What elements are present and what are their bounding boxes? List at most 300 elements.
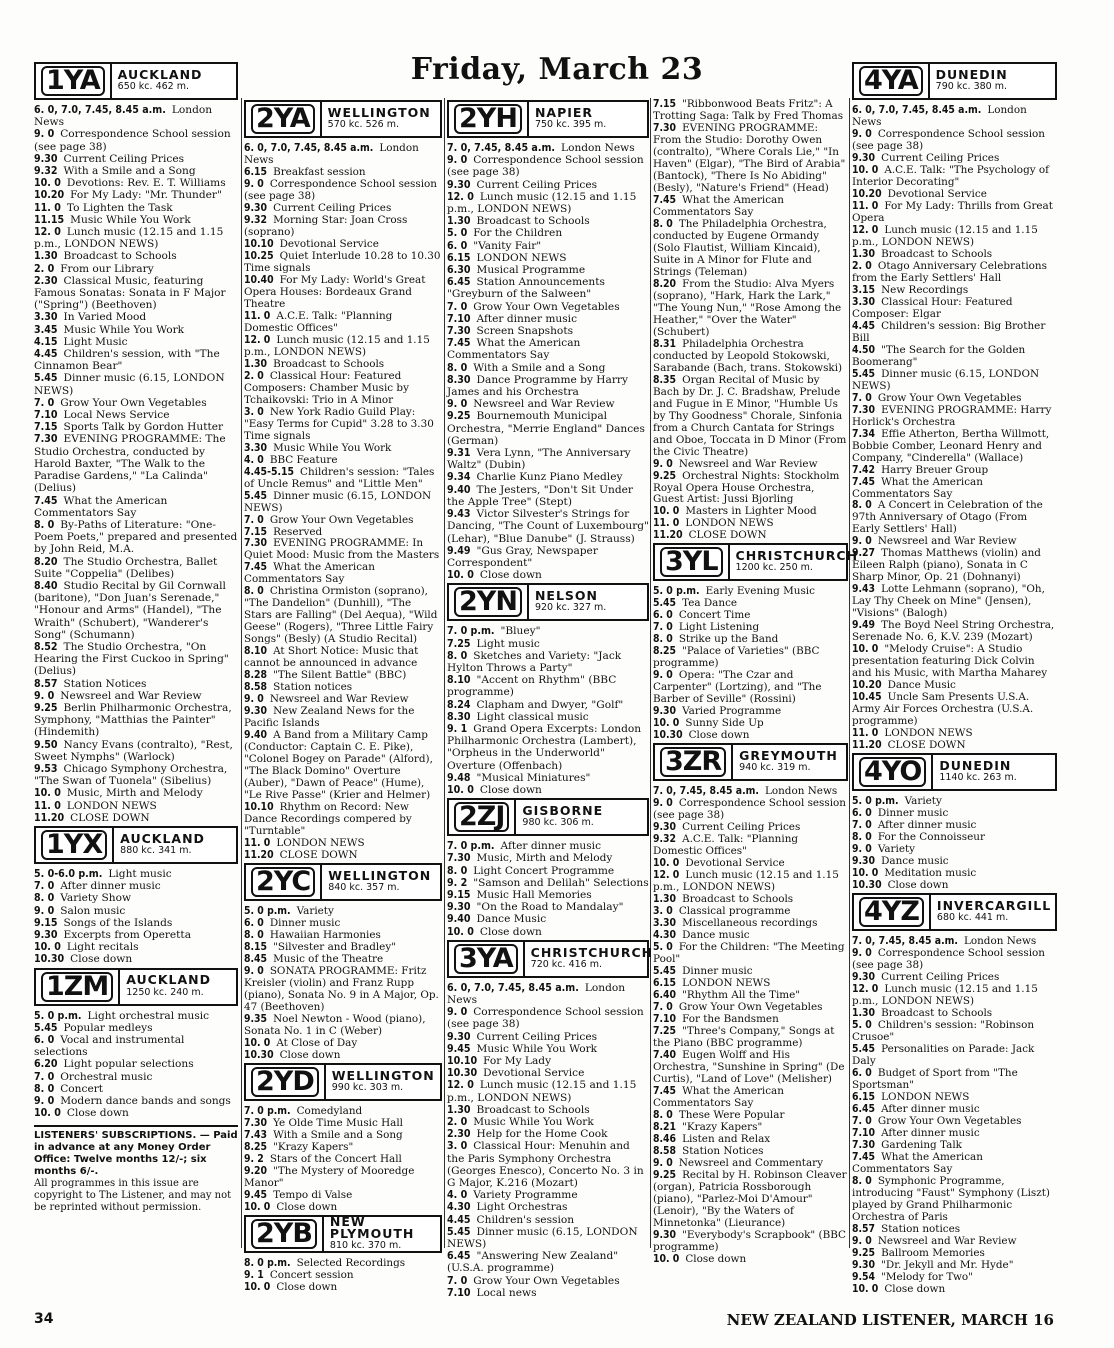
station-call-sign: 1ZM: [36, 970, 120, 1004]
programme-time: 10. 0: [244, 1200, 271, 1213]
programme-time: 3.15: [852, 283, 876, 296]
programme-time: 3.30: [653, 917, 677, 930]
programme-time: 7.40: [653, 1048, 677, 1061]
programme-item: [244, 1165, 442, 1189]
programme-description: Current Ceiling Prices: [682, 821, 801, 834]
programme-description: EVENING PROGRAMME: The Studio Orchestra, conducted by Harold Baxter, "The Walk to the Paradise Gardens," "La Calinda" (Delius): [34, 433, 226, 495]
programme-description: Vera Lynn, "The Anniversary Waltz" (Dubin): [447, 447, 631, 472]
programme-description: Newsreel and War Review: [473, 398, 615, 411]
programme-description: Berlin Philharmonic Orchestra, Symphony, "Matthias the Painter" (Hindemith): [34, 701, 232, 739]
programme-time: 5.45: [447, 1225, 471, 1238]
programme-item: [34, 372, 238, 396]
programme-description: Broadcast to Schools: [881, 247, 993, 260]
programme-description: Correspondence School session (see page 38): [447, 154, 644, 179]
programme-time: 10. 0: [653, 857, 680, 870]
programme-time: 9.30: [447, 178, 471, 191]
programme-item: [447, 982, 649, 1006]
programme-description: Children's session, with "The Cinnamon Bear": [34, 348, 220, 373]
programme-description: Dance music: [881, 855, 949, 868]
programme-time: 9. 0: [653, 1156, 673, 1169]
programme-description: The Studio Orchestra, Ballet Suite "Coppelia" (Delibes): [34, 555, 218, 580]
programme-item: [447, 1275, 649, 1287]
programme-time: 8. 0: [852, 499, 872, 512]
programme-description: Dance Programme by Harry James and his Orchestra: [447, 373, 628, 399]
station-header: [852, 62, 1057, 100]
programme-time: 6.45: [852, 1102, 876, 1115]
programme-item: [244, 238, 442, 250]
programme-description: London News: [963, 935, 1037, 948]
programme-item: [852, 1019, 1057, 1043]
programme-item: [447, 313, 649, 325]
programme-description: LONDON NEWS: [685, 517, 774, 530]
programme-item: [34, 421, 238, 433]
station-header: [244, 1215, 442, 1253]
programme-item: [653, 1157, 848, 1169]
programme-description: What the American Commentators Say: [852, 475, 983, 500]
programme-time: 9.25: [34, 701, 58, 714]
programme-item: [447, 215, 649, 227]
programme-description: Lotte Lehmann (soprano), "Oh, Lay Thy Cheek on Mine" (Jensen), "Visions" (Balogh): [852, 583, 1045, 620]
programme-item: [653, 729, 848, 741]
programme-item: [852, 983, 1057, 1007]
programme-time: 10.30: [447, 1067, 478, 1080]
programme-item: [653, 505, 848, 517]
programme-time: 9.34: [447, 471, 471, 484]
programme-item: [244, 537, 442, 561]
programme-description: Clapham and Dwyer, "Golf": [476, 698, 624, 711]
programme-time: 9. 0: [653, 669, 673, 682]
station-block-4yo: [852, 753, 1057, 891]
programme-time: 9. 1: [447, 722, 468, 735]
programme-time: 9.15: [34, 916, 58, 929]
programme-item: [244, 585, 442, 645]
programme-description: "The Search for the Golden Boomerang": [852, 343, 1026, 368]
programme-time: 4.30: [447, 1201, 471, 1214]
programme-time: 8. 0: [653, 217, 673, 230]
programme-item: [447, 865, 649, 877]
programme-item: [34, 202, 238, 214]
programme-time: 10.20: [852, 187, 882, 200]
programme-time: 6.15: [447, 251, 471, 264]
station-block-4yz: [852, 893, 1057, 1295]
programme-description: Screen Snapshots: [476, 325, 574, 338]
programme-item: [244, 705, 442, 729]
programme-time: 8.20: [34, 555, 58, 568]
programme-description: With a Smile and a Song: [473, 361, 606, 374]
station-info: [733, 745, 846, 779]
station-block-1ya: [34, 62, 238, 824]
programme-time: 7. 0: [34, 880, 55, 893]
programme-description: Light classical music: [476, 710, 589, 723]
station-info: [322, 102, 440, 136]
programme-time: 8.30: [447, 373, 471, 386]
station-info: [529, 585, 647, 619]
programme-item: [447, 1201, 649, 1213]
programme-time: 7. 0: [34, 1070, 55, 1083]
programme-time: 10. 0: [852, 867, 879, 880]
programme-time: 4.45: [852, 319, 876, 332]
programme-time: 9.30: [244, 705, 268, 718]
programme-item: [653, 989, 848, 1001]
programme-item: [34, 433, 238, 494]
programme-time: 7.30: [447, 325, 471, 338]
programme-description: Morning Star: Joan Cross (soprano): [244, 213, 408, 238]
programme-item: [244, 166, 442, 178]
programme-description: Comedyland: [296, 1104, 363, 1117]
programme-item: [244, 442, 442, 454]
station-city: CHRISTCHURCH: [530, 944, 654, 960]
programme-item: [447, 840, 649, 852]
station-block-3yl: [653, 543, 859, 742]
programme-time: 7.45: [447, 337, 471, 350]
station-frequency: 570 kc. 526 m.: [327, 119, 399, 130]
programme-time: 7.30: [653, 121, 677, 134]
programme-item: [447, 154, 649, 178]
programme-description: These Were Popular: [678, 1108, 785, 1121]
programme-time: 10.30: [852, 879, 882, 892]
programme-item: [34, 1107, 238, 1119]
programme-description: Lunch music (12.15 and 1.15 p.m., LONDON NEWS): [34, 226, 224, 251]
programme-item: [244, 1117, 442, 1129]
programme-item: [653, 1133, 848, 1145]
programme-time: 7. 0 p.m.: [447, 840, 495, 853]
programme-item: [852, 284, 1057, 296]
programme-item: [653, 1085, 848, 1109]
programme-description: "Accent on Rhythm" (BBC programme): [447, 674, 617, 699]
programme-description: New Recordings: [881, 283, 969, 296]
programme-description: Broadcast to Schools: [476, 1103, 590, 1116]
programme-item: [244, 965, 442, 1013]
programme-description: Bournemouth Municipal Orchestra, "Merrie England" Dances (German): [447, 410, 645, 447]
programme-item: [653, 785, 848, 797]
station-header: [34, 826, 238, 864]
programme-description: Broadcast to Schools: [881, 1006, 993, 1019]
programme-time: 9.30: [852, 970, 876, 983]
programme-item: [852, 1127, 1057, 1139]
programme-time: 9.40: [447, 913, 471, 926]
programme-time: 9.30: [447, 1030, 471, 1043]
station-city: WELLINGTON: [331, 1067, 435, 1083]
programme-description: Correspondence School session (see page 38): [653, 797, 846, 822]
programme-description: "Vanity Fair": [473, 239, 542, 252]
programme-time: 1.30: [34, 250, 58, 263]
programme-description: London News: [447, 981, 626, 1006]
programme-item: [244, 142, 442, 166]
station-info: [525, 942, 654, 976]
programme-item: [34, 519, 238, 556]
programme-time: 8. 0: [653, 1108, 673, 1121]
programme-item: [447, 252, 649, 264]
programme-description: Current Ceiling Prices: [881, 151, 1000, 164]
programme-description: "Three's Company," Songs at the Piano (BBC programme): [653, 1024, 835, 1049]
programme-time: 8. 0: [244, 585, 264, 598]
programme-time: 7.10: [852, 1126, 876, 1139]
station-block-3ya-continued: [653, 98, 848, 541]
programme-description: What the American Commentators Say: [852, 1150, 983, 1175]
programme-item: [852, 164, 1057, 188]
programme-description: A.C.E. Talk: "Planning Domestic Offices": [244, 309, 393, 334]
programme-description: Orchestral music: [60, 1070, 153, 1083]
programme-description: For the Connoisseur: [877, 831, 985, 844]
programme-item: [244, 310, 442, 334]
programme-item: [244, 837, 442, 849]
station-frequency: 790 kc. 380 m.: [935, 81, 1007, 92]
station-info: [931, 895, 1055, 929]
programme-item: [447, 926, 649, 938]
programme-description: Eugen Wolff and His Orchestra, "Sunshine in Spring" (De Curtis), "Land of Love" (Melisher): [653, 1048, 845, 1085]
programme-description: CLOSE DOWN: [887, 739, 966, 752]
programme-item: [447, 1116, 649, 1128]
programme-time: 7.15: [34, 421, 58, 434]
programme-description: Close down: [276, 1200, 338, 1213]
programme-item: [34, 250, 238, 262]
programme-item: [447, 1079, 649, 1103]
programme-item: [447, 638, 649, 650]
page-title: Friday, March 23: [410, 52, 704, 87]
programme-item: [852, 795, 1057, 807]
programme-description: Local news: [476, 1286, 537, 1299]
programme-item: [852, 831, 1057, 843]
programme-item: [34, 495, 238, 519]
programme-item: [852, 1091, 1057, 1103]
programme-time: 9.49: [852, 619, 876, 632]
programme-item: [34, 336, 238, 348]
station-info: [322, 865, 440, 899]
column-rule: [444, 98, 445, 1248]
programme-time: 9.43: [447, 508, 471, 521]
station-call-sign: 1YA: [36, 64, 112, 98]
programme-time: 8.46: [653, 1132, 677, 1145]
programme-item: [653, 1121, 848, 1133]
programme-time: 6.15: [244, 165, 268, 178]
programme-description: Philadelphia Orchestra conducted by Leopold Stokowski, Sarabande (Bach, trans. Stokowski): [653, 337, 843, 374]
programme-item: [447, 508, 649, 545]
programme-time: 7.10: [653, 1012, 677, 1025]
programme-time: 7. 0: [653, 1000, 673, 1013]
programme-description: Otago Anniversary Celebrations from the Early Settlers' Hall: [852, 259, 1047, 284]
programme-description: LONDON NEWS: [66, 799, 157, 812]
station-frequency: 1200 kc. 250 m.: [735, 562, 813, 574]
station-city: AUCKLAND: [120, 830, 205, 846]
programme-description: London News: [34, 104, 213, 129]
programme-time: 7. 0: [447, 300, 468, 313]
programme-time: 7. 0 p.m.: [447, 625, 495, 638]
programme-item: [852, 807, 1057, 819]
programme-time: 8. 0: [447, 649, 468, 662]
programme-item: [653, 1145, 848, 1157]
programme-time: 9. 1: [244, 1268, 264, 1281]
station-frequency: 990 kc. 303 m.: [331, 1081, 404, 1093]
programme-time: 3. 0: [447, 1140, 468, 1153]
programme-time: 7.10: [447, 1286, 471, 1299]
programme-item: [852, 1103, 1057, 1115]
station-call-sign: 3ZR: [655, 745, 733, 779]
programme-item: [852, 691, 1057, 727]
programme-description: Correspondence School session (see page 38): [34, 128, 231, 153]
programme-description: Help for the Home Cook: [476, 1128, 608, 1141]
station-block-2yd: [244, 1063, 442, 1213]
programme-description: After dinner music: [881, 1126, 980, 1139]
programme-description: Vocal and instrumental selections: [34, 1034, 185, 1059]
station-block-1zm: [34, 968, 238, 1120]
programme-time: 7. 0: [852, 1114, 872, 1127]
programme-item: [447, 1250, 649, 1274]
programme-description: "Gus Gray, Newspaper Correspondent": [447, 544, 598, 569]
programme-description: "Dr. Jekyll and Mr. Hyde": [881, 1258, 1014, 1271]
programme-time: 9.30: [244, 201, 268, 214]
programme-time: 10. 0: [653, 1252, 680, 1265]
programme-time: 9. 0: [244, 693, 264, 706]
programme-item: [244, 1013, 442, 1037]
programme-description: Concert session: [269, 1268, 354, 1281]
programme-item: [852, 320, 1057, 344]
programme-description: Current Ceiling Prices: [881, 970, 1000, 983]
programme-description: Broadcast to Schools: [63, 250, 177, 263]
programme-item: [852, 947, 1057, 971]
programme-item: [447, 877, 649, 889]
programme-item: [447, 227, 649, 239]
programme-time: 10. 0: [244, 1280, 271, 1293]
programme-time: 7.10: [34, 409, 58, 422]
station-header: [653, 543, 859, 581]
programme-time: 8. 0: [447, 361, 468, 374]
station-block-2yh: [447, 100, 649, 581]
station-city: WELLINGTON: [328, 868, 432, 884]
station-city: NAPIER: [534, 104, 594, 120]
programme-time: 1.30: [653, 893, 677, 906]
programme-description: Listen and Relax: [682, 1132, 771, 1145]
programme-time: 3.30: [244, 441, 268, 454]
station-city: CHRISTCHURCH: [735, 548, 859, 564]
programme-description: Variety: [877, 843, 916, 856]
programme-item: [852, 739, 1057, 751]
programme-item: [852, 643, 1057, 679]
programme-time: 5.45: [244, 489, 268, 502]
programme-time: 9.30: [34, 929, 58, 941]
programme-time: 5.45: [34, 1021, 58, 1034]
programme-description: What the American Commentators Say: [653, 193, 784, 218]
programme-time: 8.24: [447, 698, 471, 711]
programme-item: [34, 812, 238, 824]
programme-item: [34, 104, 238, 128]
programme-description: Newsreel and War Review: [877, 535, 1017, 548]
programme-item: [447, 240, 649, 252]
programme-description: Station Notices: [682, 1144, 764, 1157]
programme-time: 8.58: [653, 1144, 677, 1157]
programme-description: Close down: [887, 879, 949, 892]
programme-item: [852, 1043, 1057, 1067]
programme-description: A Concert in Celebration of the 97th Anniversary of Otago (From Early Settlers' Hall): [852, 499, 1043, 536]
programme-description: To Lighten the Task: [66, 201, 173, 214]
programme-item: [653, 929, 848, 941]
programme-time: 10.30: [653, 729, 683, 742]
station-header: [244, 100, 442, 138]
programme-description: Musical Programme: [476, 264, 586, 277]
programme-description: Music While You Work: [70, 213, 191, 226]
programme-item: [447, 913, 649, 925]
programme-description: The Philadelphia Orchestra, conducted by Eugene Ormandy (Solo Flautist, William Kincaid), Suite in A Minor for Flute and Strings (Teleman): [653, 217, 827, 278]
programme-item: [244, 693, 442, 705]
programme-description: EVENING PROGRAMME: From the Studio: Dorothy Owen (contralto), "Where Corals Lie," "In Haven" (Elgar), "The Bird of Arabia" (Bantock), "There Is No Abiding" (Besly), "Nature's Friend" (Head): [653, 121, 846, 194]
station-city: AUCKLAND: [117, 66, 203, 82]
programme-item: [244, 1269, 442, 1281]
programme-item: [852, 583, 1057, 619]
programme-description: With a Smile and a Song: [63, 165, 196, 178]
programme-item: [34, 214, 238, 226]
programme-description: Victor Silvester's Strings for Dancing, "The Count of Luxembourg" (Lehar), "Blue Danube" (J. Strauss): [447, 508, 649, 545]
programme-description: Light music: [108, 867, 172, 880]
programme-time: 7.45: [244, 561, 268, 574]
programme-item: [653, 669, 848, 705]
programme-description: Reserved: [273, 525, 323, 538]
programme-item: [852, 499, 1057, 535]
station-call-sign: 1YX: [36, 828, 114, 862]
programme-description: Noel Newton - Wood (piano), Sonata No. 1 in C (Weber): [244, 1012, 426, 1037]
programme-description: LONDON NEWS: [881, 1090, 970, 1103]
programme-time: 11.20: [653, 529, 683, 542]
programme-item: [852, 855, 1057, 867]
column-1: [34, 60, 238, 1214]
programme-description: Station Announcements "Greyburn of the Salween": [447, 276, 605, 301]
programme-item: [34, 905, 238, 917]
programme-item: [34, 678, 238, 690]
programme-time: 9. 0: [244, 964, 264, 977]
programme-time: 11. 0: [852, 727, 879, 740]
station-info: [114, 828, 236, 862]
programme-item: [244, 1037, 442, 1049]
programme-description: For the Bandsmen: [682, 1012, 779, 1025]
programme-description: Breakfast session: [273, 165, 366, 178]
programme-time: 10.30: [244, 1048, 274, 1061]
programme-description: Varied Programme: [682, 705, 782, 718]
programme-item: [653, 458, 848, 470]
programme-description: Dance Music: [887, 679, 956, 692]
station-header: [447, 798, 649, 836]
programme-item: [34, 1010, 238, 1022]
programme-time: 8. 0: [34, 1082, 55, 1095]
programme-description: "Rhythm All the Time": [682, 988, 801, 1001]
programme-description: Lunch music (12.15 and 1.15 p.m., LONDON NEWS): [244, 333, 430, 358]
programme-item: [447, 484, 649, 508]
programme-item: [34, 1058, 238, 1070]
programme-time: 3.45: [34, 323, 58, 336]
programme-time: 5. 0 p.m.: [244, 905, 291, 918]
programme-item: [244, 953, 442, 965]
programme-description: Light Concert Programme: [473, 864, 615, 877]
programme-time: 9.40: [244, 729, 268, 742]
programme-time: 12. 0: [653, 869, 680, 882]
programme-time: 6.30: [447, 264, 471, 277]
programme-time: 8.57: [34, 677, 58, 690]
programme-item: [653, 965, 848, 977]
programme-item: [852, 188, 1057, 200]
programme-description: A.C.E. Talk: "Planning Domestic Offices": [653, 833, 799, 858]
programme-description: LONDON NEWS: [476, 251, 567, 264]
programme-time: 7.43: [244, 1128, 268, 1141]
programme-time: 8.35: [653, 373, 677, 386]
station-info: [529, 102, 647, 136]
column-4: [653, 98, 859, 1265]
programme-description: New York Radio Guild Play: "Easy Terms for Cupid" 3.28 to 3.30 Time signals: [244, 405, 434, 442]
programme-item: [653, 585, 848, 597]
programme-description: Correspondence School session (see page 38): [447, 1006, 644, 1031]
programme-item: [244, 929, 442, 941]
programme-item: [653, 893, 848, 905]
programme-description: Close down: [66, 1107, 129, 1120]
programme-description: Lunch music (12.15 and 1.15 p.m., LONDON NEWS): [852, 223, 1038, 248]
programme-item: [852, 935, 1057, 947]
programme-item: [653, 597, 848, 609]
